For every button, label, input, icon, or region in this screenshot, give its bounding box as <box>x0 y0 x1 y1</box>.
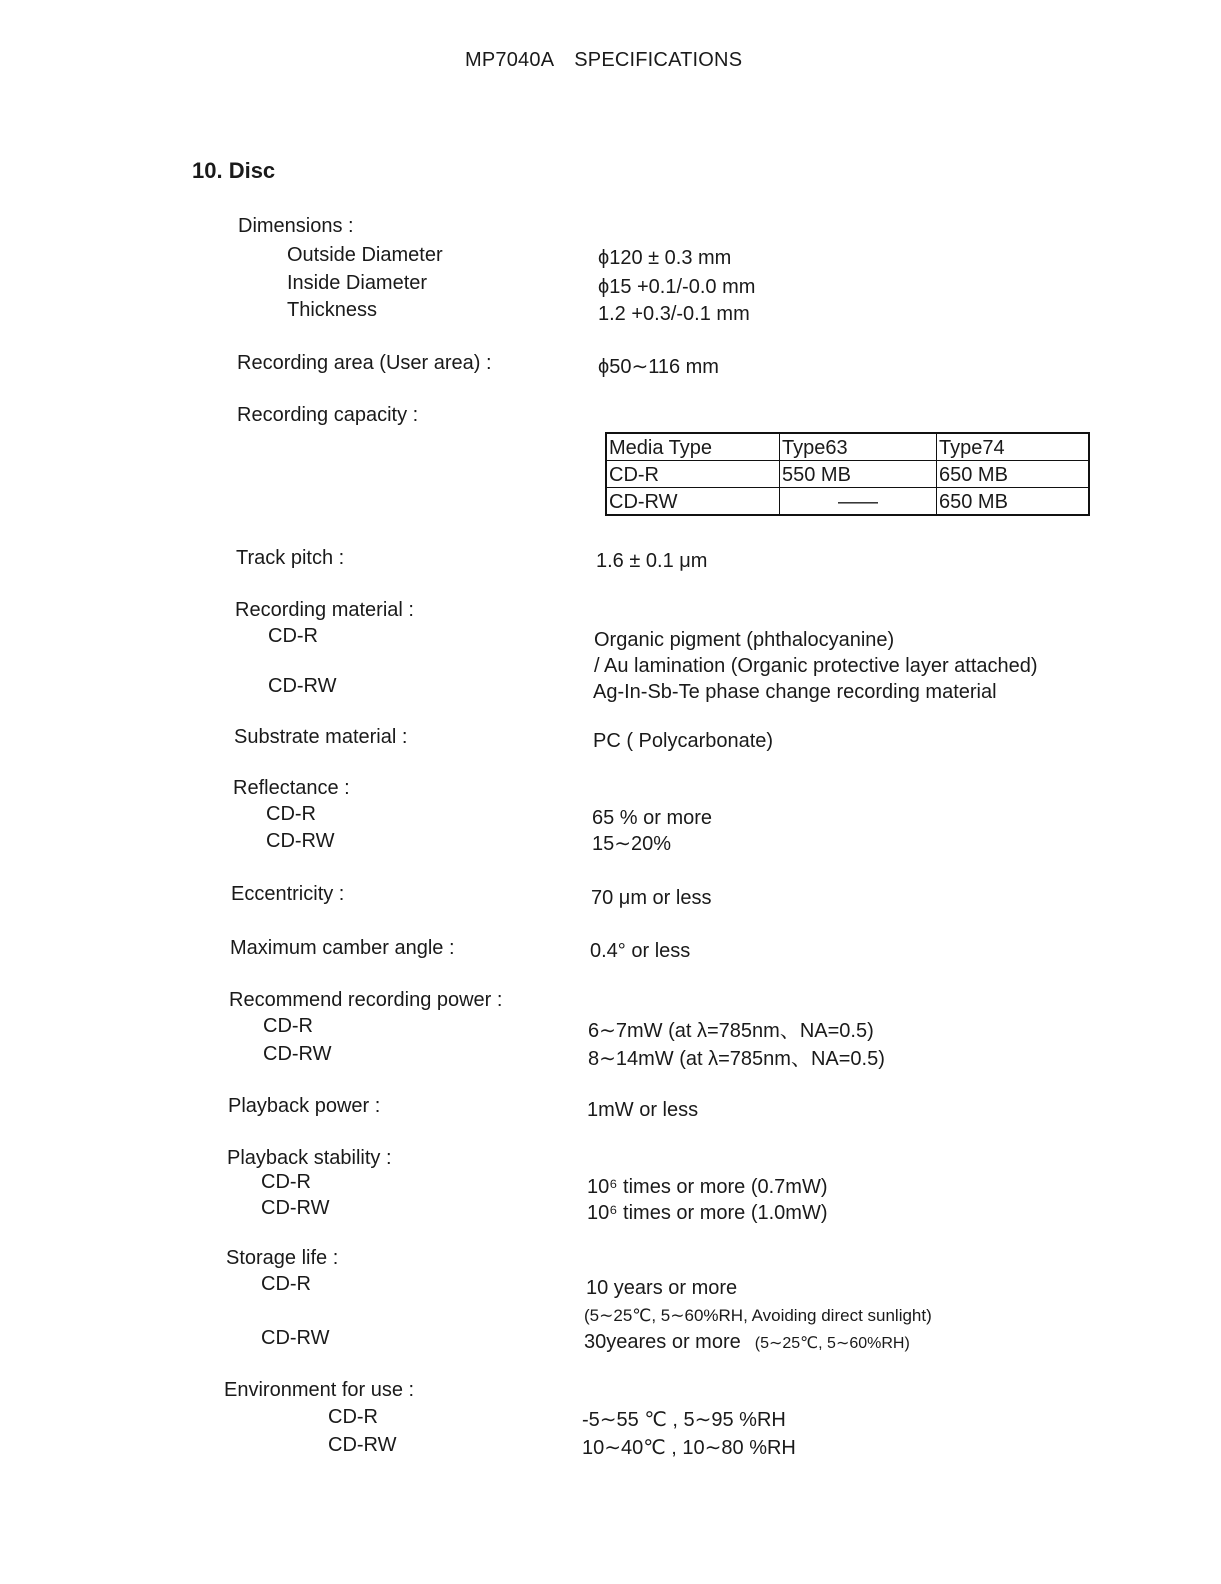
recording-power-label: Recommend recording power : <box>229 989 503 1011</box>
outside-diameter-value: ϕ120 ± 0.3 mm <box>598 247 732 269</box>
storage-life-cdr-note: (5∼25℃, 5∼60%RH, Avoiding direct sunlight) <box>584 1306 932 1325</box>
table-row <box>606 488 1089 516</box>
reflectance-cdrw-value: 15∼20% <box>592 833 672 855</box>
model-number: MP7040A <box>465 49 555 71</box>
storage-life-cdr-value: 10 years or more <box>586 1277 738 1299</box>
storage-life-label: Storage life : <box>226 1247 339 1269</box>
recording-area-label: Recording area (User area) : <box>237 352 492 374</box>
storage-life-cdr-label: CD-R <box>261 1273 311 1295</box>
storage-life-cdrw-label: CD-RW <box>261 1327 330 1349</box>
recording-power-cdrw-value: 8∼14mW (at λ=785nm、NA=0.5) <box>588 1048 885 1070</box>
reflectance-cdrw-label: CD-RW <box>266 830 335 852</box>
recording-material-cdr-line1: Organic pigment (phthalocyanine) <box>594 629 895 651</box>
playback-stability-cdrw-value: 10⁶ times or more (1.0mW) <box>587 1202 828 1224</box>
doc-type: SPECIFICATIONS <box>574 49 743 71</box>
track-pitch-value: 1.6 ± 0.1 μm <box>596 550 708 572</box>
inside-diameter-label: Inside Diameter <box>287 272 428 294</box>
recording-capacity-label: Recording capacity : <box>237 404 419 426</box>
environment-cdr-value: -5∼55 ℃ , 5∼95 %RH <box>582 1409 786 1431</box>
playback-stability-label: Playback stability : <box>227 1147 392 1169</box>
table-cell: CD-RW <box>606 488 780 516</box>
reflectance-label: Reflectance : <box>233 777 350 799</box>
thickness-label: Thickness <box>287 299 378 321</box>
playback-stability-cdr-value: 10⁶ times or more (0.7mW) <box>587 1176 828 1198</box>
recording-material-cdr-line2: / Au lamination (Organic protective layer attached) <box>594 655 1038 677</box>
recording-power-cdrw-label: CD-RW <box>263 1043 332 1065</box>
table-cell: 650 MB <box>937 461 1090 488</box>
recording-material-label: Recording material : <box>235 599 414 621</box>
table-row <box>606 461 1089 488</box>
environment-cdrw-label: CD-RW <box>328 1434 397 1456</box>
table-cell: CD-R <box>606 461 780 488</box>
table-cell: 650 MB <box>937 488 1090 516</box>
environment-cdr-label: CD-R <box>328 1406 378 1428</box>
reflectance-cdr-label: CD-R <box>266 803 316 825</box>
eccentricity-value: 70 μm or less <box>591 887 712 909</box>
reflectance-cdr-value: 65 % or more <box>592 807 713 829</box>
recording-area-value: ϕ50∼116 mm <box>598 356 719 378</box>
eccentricity-label: Eccentricity : <box>231 883 345 905</box>
table-header-row <box>606 433 1089 461</box>
thickness-value: 1.2 +0.3/-0.1 mm <box>598 303 750 325</box>
table-header-cell: Media Type <box>606 433 780 461</box>
recording-material-cdrw-value: Ag-In-Sb-Te phase change recording material <box>593 681 997 703</box>
table-header-cell: Type63 <box>780 433 937 461</box>
camber-angle-label: Maximum camber angle : <box>230 937 455 959</box>
table-cell: 550 MB <box>780 461 937 488</box>
playback-stability-cdrw-label: CD-RW <box>261 1197 330 1219</box>
page-title <box>465 50 742 70</box>
substrate-material-label: Substrate material : <box>234 726 408 748</box>
storage-life-cdrw-text: 30yeares or more <box>584 1331 741 1353</box>
capacity-table <box>605 432 1090 516</box>
table-cell: —— <box>780 488 937 516</box>
inside-diameter-value: ϕ15 +0.1/-0.0 mm <box>598 276 756 298</box>
track-pitch-label: Track pitch : <box>236 547 345 569</box>
playback-power-label: Playback power : <box>228 1095 381 1117</box>
outside-diameter-label: Outside Diameter <box>287 244 443 266</box>
storage-life-cdrw-value <box>584 1332 910 1352</box>
dimensions-label: Dimensions : <box>238 215 354 237</box>
substrate-material-value: PC ( Polycarbonate) <box>593 730 774 752</box>
table-header-cell: Type74 <box>937 433 1090 461</box>
environment-label: Environment for use : <box>224 1379 415 1401</box>
recording-material-cdr-label: CD-R <box>268 625 318 647</box>
storage-life-cdrw-note: (5∼25℃, 5∼60%RH) <box>754 1335 910 1352</box>
section-heading: 10. Disc <box>192 158 276 183</box>
camber-angle-value: 0.4° or less <box>590 940 691 962</box>
recording-power-cdr-label: CD-R <box>263 1015 313 1037</box>
playback-power-value: 1mW or less <box>587 1099 699 1121</box>
playback-stability-cdr-label: CD-R <box>261 1171 311 1193</box>
environment-cdrw-value: 10∼40℃ , 10∼80 %RH <box>582 1437 796 1459</box>
recording-power-cdr-value: 6∼7mW (at λ=785nm、NA=0.5) <box>588 1020 874 1042</box>
recording-material-cdrw-label: CD-RW <box>268 675 337 697</box>
